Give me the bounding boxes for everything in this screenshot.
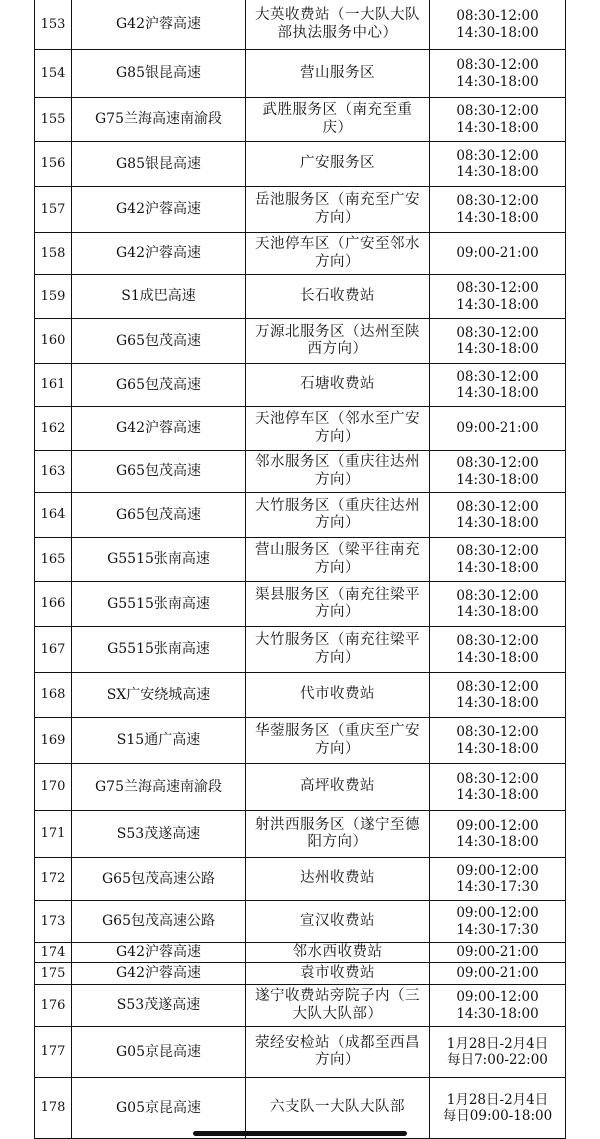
service-time: 09:00-12:00 14:30-17:30 — [429, 901, 565, 942]
table-row — [35, 943, 565, 963]
service-time: 08:30-12:00 14:30-18:00 — [429, 451, 565, 492]
site-name: 武胜服务区（南充至重庆） — [245, 98, 429, 141]
site-name: 广安服务区 — [245, 142, 429, 186]
service-time: 08:30-12:00 14:30-18:00 — [429, 98, 565, 141]
service-time: 09:00-21:00 — [429, 407, 565, 450]
service-time: 09:00-21:00 — [429, 233, 565, 274]
site-name: 邻水西收费站 — [245, 943, 429, 962]
road-name: G5515张南高速 — [71, 582, 245, 626]
service-time: 09:00-21:00 — [429, 963, 565, 984]
row-number: 175 — [40, 965, 66, 981]
table-row — [35, 718, 565, 764]
row-number: 172 — [40, 871, 66, 887]
table-row — [35, 0, 565, 50]
row-number: 157 — [40, 201, 66, 217]
table-row — [35, 319, 565, 364]
service-time: 08:30-12:00 14:30-18:00 — [429, 50, 565, 97]
table-row — [35, 963, 565, 985]
road-name: G75兰海高速南渝段 — [71, 764, 245, 810]
road-name: S1成巴高速 — [71, 275, 245, 318]
table-row — [35, 627, 565, 673]
row-number: 169 — [40, 732, 66, 748]
service-time: 08:30-12:00 14:30-18:00 — [429, 538, 565, 581]
table-row — [35, 764, 565, 811]
road-name: G65包茂高速公路 — [71, 858, 245, 900]
site-name: 代市收费站 — [245, 673, 429, 717]
site-name: 营山服务区 — [245, 50, 429, 97]
service-time: 1月28日-2月4日 每日7:00-22:00 — [429, 1027, 565, 1077]
table-row — [35, 985, 565, 1027]
service-time: 08:30-12:00 14:30-18:00 — [429, 493, 565, 537]
road-name: G65包茂高速 — [71, 493, 245, 537]
road-name: G42沪蓉高速 — [71, 963, 245, 984]
site-name: 大竹服务区（重庆往达州方向） — [245, 493, 429, 537]
row-number: 171 — [40, 826, 66, 842]
road-name: G65包茂高速 — [71, 319, 245, 363]
road-name: G65包茂高速 — [71, 364, 245, 406]
site-name: 高坪收费站 — [245, 764, 429, 810]
row-number: 173 — [40, 913, 66, 929]
site-name: 宣汉收费站 — [245, 901, 429, 942]
site-name: 荥经安检站（成都至西昌方向） — [245, 1027, 429, 1077]
table-row — [35, 364, 565, 407]
checkpoint-table — [34, 0, 566, 1139]
road-name: G65包茂高速公路 — [71, 901, 245, 942]
service-time: 08:30-12:00 14:30-18:00 — [429, 0, 565, 49]
road-name: G5515张南高速 — [71, 538, 245, 581]
table-row — [35, 50, 565, 98]
road-name: SX广安绕城高速 — [71, 673, 245, 717]
site-name: 渠县服务区（南充往梁平方向） — [245, 582, 429, 626]
table-row — [35, 493, 565, 538]
row-number: 176 — [40, 997, 66, 1013]
site-name: 大竹服务区（南充往梁平方向） — [245, 627, 429, 672]
service-time: 09:00-21:00 — [429, 943, 565, 962]
table-row — [35, 538, 565, 582]
service-time: 08:30-12:00 14:30-18:00 — [429, 275, 565, 318]
road-name: G05京昆高速 — [71, 1027, 245, 1077]
row-number: 162 — [40, 420, 66, 436]
row-number: 161 — [40, 377, 66, 393]
road-name: G42沪蓉高速 — [71, 187, 245, 232]
site-name: 营山服务区（梁平往南充方向） — [245, 538, 429, 581]
service-time: 08:30-12:00 14:30-18:00 — [429, 364, 565, 406]
site-name: 华蓥服务区（重庆至广安方向） — [245, 718, 429, 763]
row-number: 158 — [40, 245, 66, 261]
road-name: G75兰海高速南渝段 — [71, 98, 245, 141]
road-name: S15通广高速 — [71, 718, 245, 763]
table-row — [35, 98, 565, 142]
site-name: 射洪西服务区（遂宁至德阳方向） — [245, 811, 429, 857]
table-row — [35, 187, 565, 233]
row-number: 156 — [40, 156, 66, 172]
road-name: G65包茂高速 — [71, 451, 245, 492]
table-row — [35, 901, 565, 943]
road-name: G05京昆高速 — [71, 1078, 245, 1138]
table-row — [35, 275, 565, 319]
row-number: 164 — [40, 507, 66, 523]
row-number: 168 — [40, 687, 66, 703]
road-name: G42沪蓉高速 — [71, 0, 245, 49]
row-number: 177 — [40, 1044, 66, 1060]
table-row — [35, 407, 565, 451]
road-name: G42沪蓉高速 — [71, 233, 245, 274]
table-row — [35, 858, 565, 901]
row-number: 178 — [40, 1100, 66, 1116]
service-time: 08:30-12:00 14:30-18:00 — [429, 627, 565, 672]
row-number: 170 — [40, 779, 66, 795]
service-time: 08:30-12:00 14:30-18:00 — [429, 582, 565, 626]
row-number: 166 — [40, 596, 66, 612]
row-number: 159 — [40, 288, 66, 304]
site-name: 天池停车区（广安至邻水方向） — [245, 233, 429, 274]
table-row — [35, 582, 565, 627]
site-name: 遂宁收费站旁院子内（三大队大队部） — [245, 985, 429, 1026]
site-name: 岳池服务区（南充至广安方向） — [245, 187, 429, 232]
service-time: 08:30-12:00 14:30-18:00 — [429, 673, 565, 717]
site-name: 石塘收费站 — [245, 364, 429, 406]
row-number: 153 — [40, 16, 66, 32]
site-name: 长石收费站 — [245, 275, 429, 318]
road-name: G42沪蓉高速 — [71, 407, 245, 450]
row-number: 165 — [40, 551, 66, 567]
road-name: G85银昆高速 — [71, 50, 245, 97]
road-name: S53茂遂高速 — [71, 985, 245, 1026]
road-name: G42沪蓉高速 — [71, 943, 245, 962]
service-time: 08:30-12:00 14:30-18:00 — [429, 764, 565, 810]
service-time: 09:00-12:00 14:30-17:30 — [429, 858, 565, 900]
site-name: 袁市收费站 — [245, 963, 429, 984]
site-name: 大英收费站（一大队大队部执法服务中心） — [245, 0, 429, 49]
site-name: 达州收费站 — [245, 858, 429, 900]
site-name: 万源北服务区（达州至陕西方向） — [245, 319, 429, 363]
road-name: S53茂遂高速 — [71, 811, 245, 857]
table-row — [35, 673, 565, 718]
row-number: 174 — [40, 944, 66, 960]
table-row — [35, 451, 565, 493]
table-row — [35, 1078, 565, 1139]
site-name: 天池停车区（邻水至广安方向） — [245, 407, 429, 450]
road-name: G5515张南高速 — [71, 627, 245, 672]
table-row — [35, 142, 565, 187]
row-number: 154 — [40, 65, 66, 81]
site-name: 六支队一大队大队部 — [245, 1078, 429, 1138]
service-time: 08:30-12:00 14:30-18:00 — [429, 142, 565, 186]
home-indicator[interactable] — [193, 1131, 407, 1136]
service-time: 1月28日-2月4日 每日09:00-18:00 — [429, 1078, 565, 1138]
site-name: 邻水服务区（重庆往达州方向） — [245, 451, 429, 492]
row-number: 163 — [40, 463, 66, 479]
road-name: G85银昆高速 — [71, 142, 245, 186]
service-time: 09:00-12:00 14:30-18:00 — [429, 811, 565, 857]
row-number: 167 — [40, 641, 66, 657]
row-number: 160 — [40, 333, 66, 349]
service-time: 08:30-12:00 14:30-18:00 — [429, 319, 565, 363]
row-number: 155 — [40, 111, 66, 127]
table-row — [35, 233, 565, 275]
table-row — [35, 811, 565, 858]
service-time: 08:30-12:00 14:30-18:00 — [429, 718, 565, 763]
table-row — [35, 1027, 565, 1078]
service-time: 09:00-12:00 14:30-18:00 — [429, 985, 565, 1026]
service-time: 08:30-12:00 14:30-18:00 — [429, 187, 565, 232]
